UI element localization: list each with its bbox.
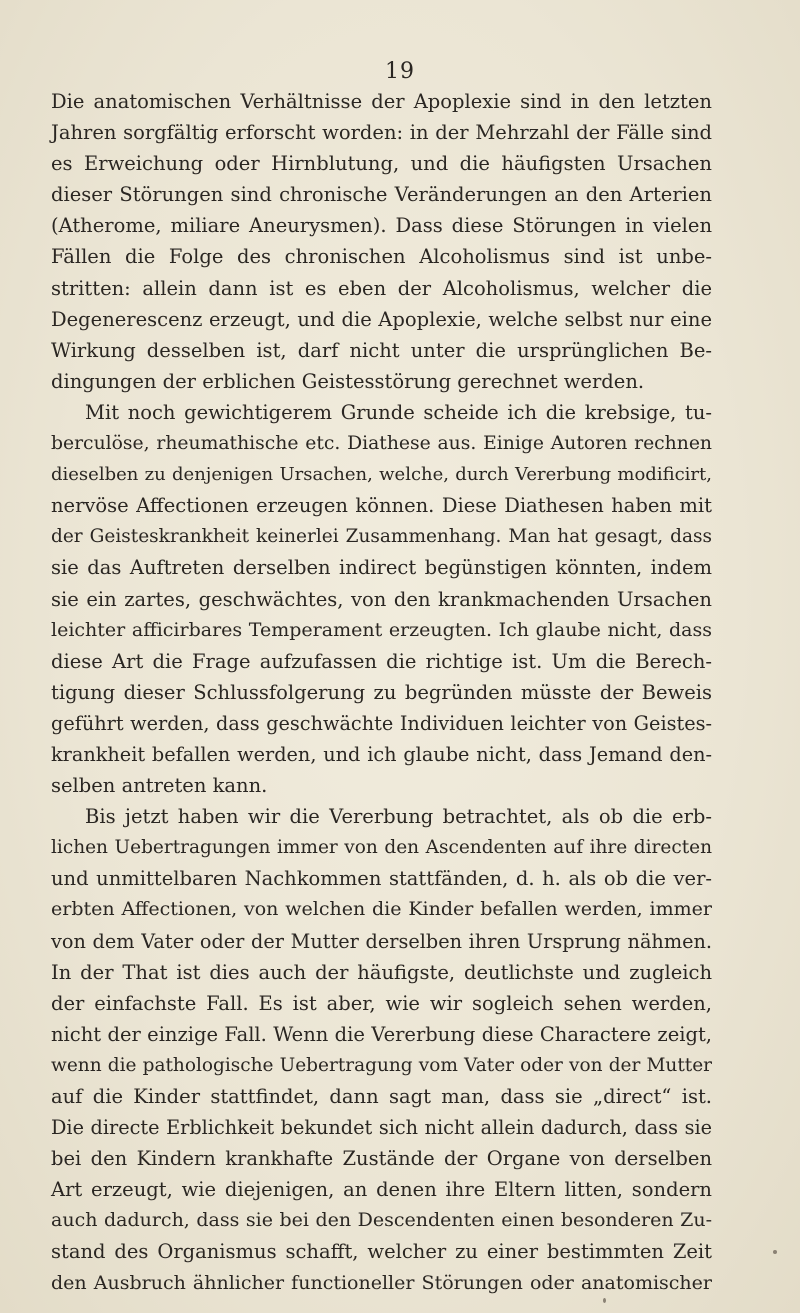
text-line: von dem Vater oder der Mutter derselben ihren Ursprung nähmen. [51,929,712,953]
text-line: der einfachste Fall. Es ist aber, wie wir sogleich sehen werden, [51,991,712,1015]
text-line: Jahren sorgfältig erforscht worden: in der Mehrzahl der Fälle sind [51,121,712,145]
text-line: dieser Störungen sind chronische Veränderungen an den Arterien [51,183,712,207]
text-line: diese Art die Frage aufzufassen die richtige ist. Um die Berech- [51,649,712,673]
text-line: sie ein zartes, geschwächtes, von den krankmachenden Ursachen [51,587,712,611]
text-line: selben antreten kann. [51,774,268,798]
text-line: auf die Kinder stattfindet, dann sagt man, dass sie „direct“ ist. [51,1085,712,1108]
text-line: den Ausbruch ähnlicher functioneller Störungen oder anatomischer [51,1271,712,1294]
text-line: Die anatomischen Verhältnisse der Apoplexie sind in den letzten [51,90,712,113]
text-line: leichter afficirbares Temperament erzeugten. Ich glaube nicht, dass [51,618,712,641]
text-line: (Atherome, miliare Aneurysmen). Dass diese Störungen in vielen [51,214,712,238]
text-line: stand des Organismus schafft, welcher zu einer bestimmten Zeit [51,1240,712,1264]
text-line: wenn die pathologische Uebertragung vom Vater oder von der Mutter [51,1054,712,1076]
text-line: bei den Kindern krankhafte Zustände der Organe von derselben [51,1147,712,1171]
text-line: Degenerescenz erzeugt, und die Apoplexie, welche selbst nur eine [51,307,712,331]
text-line: dieselben zu denjenigen Ursachen, welche, durch Vererbung modificirt, [51,464,712,486]
text-line: krankheit befallen werden, und ich glaube nicht, dass Jemand den- [51,742,712,766]
text-line: dingungen der erblichen Geistesstörung gerechnet werden. [51,369,645,393]
text-line: In der That ist dies auch der häufigste, deutlichste und zugleich [51,960,712,984]
text-line: Mit noch gewichtigerem Grunde scheide ich die krebsige, tu- [85,400,712,424]
text-line: der Geisteskrankheit keinerlei Zusammenhang. Man hat gesagt, dass [51,526,712,548]
text-line: lichen Uebertragungen immer von den Ascendenten auf ihre directen [51,837,712,859]
text-line: stritten: allein dann ist es eben der Alcoholismus, welcher die [51,276,712,300]
text-line: sie das Auftreten derselben indirect begünstigen könnten, indem [51,556,712,580]
print-speck [603,1298,606,1303]
text-line: tigung dieser Schlussfolgerung zu begründen müsste der Beweis [51,680,712,704]
print-speck [773,1250,777,1254]
text-line: es Erweichung oder Hirnblutung, und die häufigsten Ursachen [51,152,712,176]
page-number: 19 [385,59,415,84]
text-line: und unmittelbaren Nachkommen stattfänden, d. h. als ob die ver- [51,867,712,891]
text-line: berculöse, rheumathische etc. Diathese aus. Einige Autoren rechnen [51,433,712,455]
text-line: erbten Affectionen, von welchen die Kinder befallen werden, immer [51,898,712,921]
text-line: Wirkung desselben ist, darf nicht unter die ursprünglichen Be- [51,338,712,362]
text-line: Art erzeugt, wie diejenigen, an denen ihre Eltern litten, sondern [51,1178,712,1202]
text-line: Bis jetzt haben wir die Vererbung betrachtet, als ob die erb- [85,805,712,829]
text-line: auch dadurch, dass sie bei den Descendenten einen besonderen Zu- [51,1209,712,1232]
text-line: nervöse Affectionen erzeugen können. Diese Diathesen haben mit [51,494,712,518]
text-line: nicht der einzige Fall. Wenn die Vererbung diese Charactere zeigt, [51,1022,712,1046]
text-line: Die directe Erblichkeit bekundet sich nicht allein dadurch, dass sie [51,1116,712,1140]
text-line: Fällen die Folge des chronischen Alcoholismus sind ist unbe- [51,245,712,269]
text-line: geführt werden, dass geschwächte Individuen leichter von Geistes- [51,711,712,735]
body-text [51,86,712,1299]
